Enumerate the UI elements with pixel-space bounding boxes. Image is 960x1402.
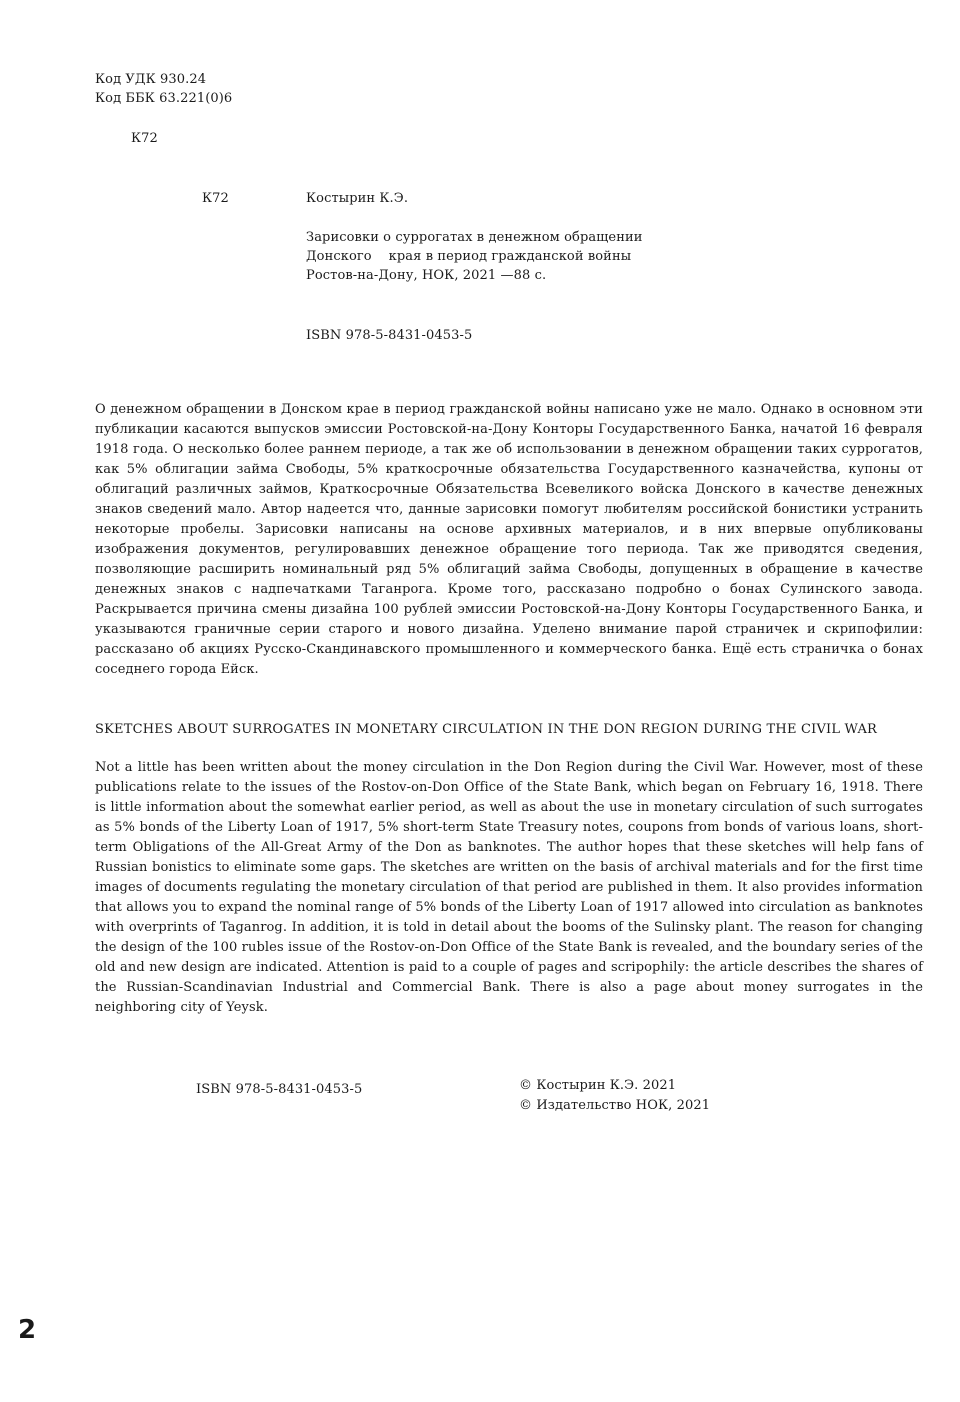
catalog-isbn: ISBN 978-5-8431-0453-5 [306,328,473,343]
udk-code: Код УДК 930.24 [95,72,207,87]
catalog-author: Костырин К.Э. [306,191,409,206]
catalog-author-mark: К72 [202,191,229,206]
copyright-publisher: © Издательство НОК, 2021 [519,1098,711,1113]
abstract-russian: О денежном обращении в Донском крае в период гражданской войны написано уже не мало. Однако в основном эти публикации касаются выпусков эмиссии Ростовской-на-Дону Конторы Государственного Банка, начатой 16 февраля 1918 года. О несколько более раннем периоде, а так же об использовании в денежном обращении таких суррогатов, как 5% облигации займа Свободы, 5% краткосрочные обязательства Государственного казначейства, купоны от облигаций различных займов, Краткосрочные Обязательства Всевеликого войска Донского в качестве денежных знаков сведений мало. Автор надеется что, данные зарисовки помогут любителям российской бонистики устранить некоторые пробелы. Зарисовки написаны на основе архивных материалов, и в них впервые опубликованы изображения документов, регулировавших денежное обращение того периода. Так же приводятся сведения, позволяющие расширить номинальный ряд 5% облигаций займа Свободы, допущенных в обращение в качестве денежных знаков с надпечатками Таганрога. Кроме того, рассказано подробно о бонах Сулинского завода. Раскрывается причина смены дизайна 100 рублей эмиссии Ростовской-на-Дону Конторы Государственного Банка, и указываются граничные серии старого и нового дизайна. Уделено внимание парой страничек и скрипофилии: рассказано об акциях Русско-Скандинавского промышленного и коммерческого банка. Ещё есть страничка о бонах соседнего города Ейск. [95,402,923,677]
catalog-title-line2: Донского края в период гражданской войны [306,249,632,264]
copyright-author: © Костырин К.Э. 2021 [519,1078,677,1093]
catalog-title-line1: Зарисовки о суррогатах в денежном обращении [306,230,643,245]
catalog-imprint: Ростов-на-Дону, НОК, 2021 —88 с. [306,268,547,283]
bbk-code: Код ББК 63.221(0)6 [95,91,233,106]
title-english: SKETCHES ABOUT SURROGATES IN MONETARY CIRCULATION IN THE DON REGION DURING THE CIVIL WAR [95,722,878,737]
author-mark: К72 [131,131,158,146]
abstract-english: Not a little has been written about the money circulation in the Don Region during the Civil War. However, most of these publications relate to the issues of the Rostov-on-Don Office of the State Bank, which began on February 16, 1918. There is little information about the somewhat earlier period, as well as about the use in monetary circulation of such surrogates as 5% bonds of the Liberty Loan of 1917, 5% short-term State Treasury notes, coupons from bonds of various loans, short-term Obligations of the All-Great Army of the Don as banknotes. The author hopes that these sketches will help fans of Russian bonistics to eliminate some gaps. The sketches are written on the basis of archival materials and for the first time images of documents regulating the monetary circulation of that period are published in them. It also provides information that allows you to expand the nominal range of 5% bonds of the Liberty Loan of 1917 allowed into circulation as banknotes with overprints of Taganrog. In addition, it is told in detail about the booms of the Sulinsky plant. The reason for changing the design of the 100 rubles issue of the Rostov-on-Don Office of the State Bank is revealed, and the boundary series of the old and new design are indicated. Attention is paid to a couple of pages and scripophily: the article describes the shares of the Russian-Scandinavian Industrial and Commercial Bank. There is also a page about money surrogates in the neighboring city of Yeysk. [95,760,923,1015]
page-number: 2 [18,1315,37,1345]
footer-isbn: ISBN 978-5-8431-0453-5 [196,1082,363,1097]
